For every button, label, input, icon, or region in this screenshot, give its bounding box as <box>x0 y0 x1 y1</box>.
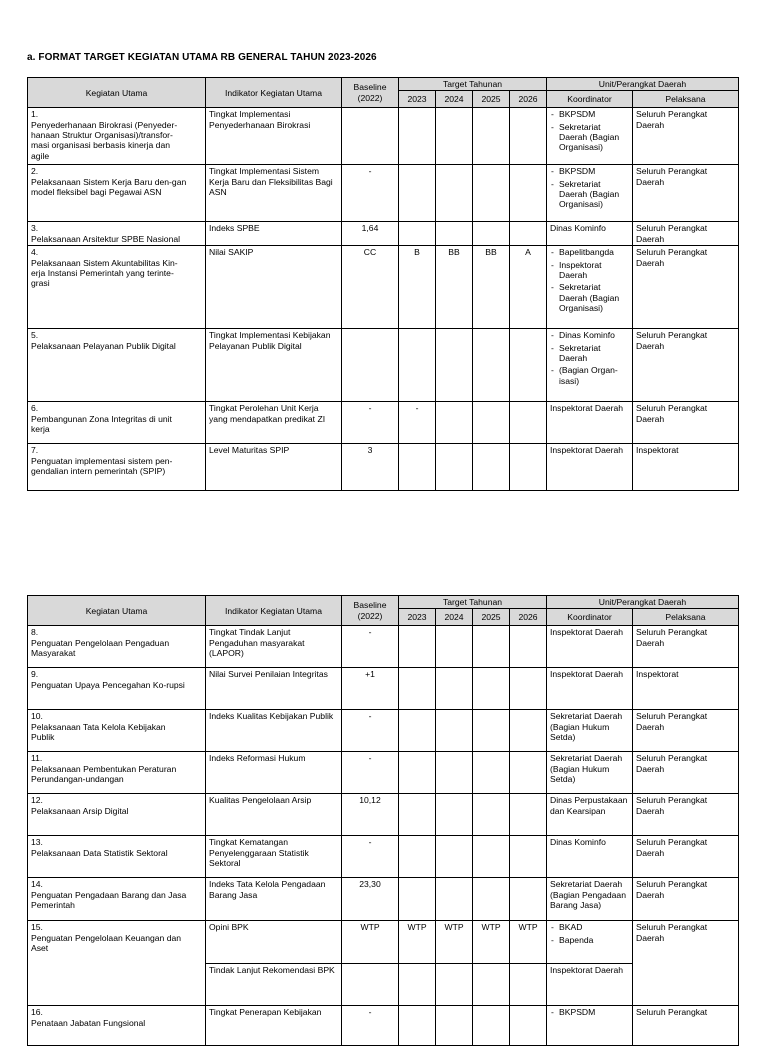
baseline-cell: 23,30 <box>342 878 399 921</box>
target-cell <box>436 329 473 402</box>
header-target: Target Tahunan <box>399 596 547 609</box>
row-number: 3. <box>31 223 39 234</box>
koordinator-cell <box>547 246 633 329</box>
target-cell: BB <box>473 246 510 329</box>
koordinator-item: - Bapenda <box>550 935 629 945</box>
target-cell: - <box>399 402 436 444</box>
baseline-cell: - <box>342 710 399 752</box>
row-number: 10. <box>31 711 43 722</box>
baseline-cell: WTP <box>342 921 399 964</box>
koordinator-list <box>550 330 629 386</box>
koordinator-item: - Sekretariat Daerah (Bagian Organisasi) <box>550 122 629 153</box>
row-number: 15. <box>31 922 43 933</box>
target-cell <box>510 752 547 794</box>
pelaksana-cell: Seluruh Perangkat Daerah <box>633 222 739 246</box>
target-cell <box>473 329 510 402</box>
indikator-cell: Tingkat Tindak Lanjut Pengaduhan masyarakat (LAPOR) <box>206 626 342 668</box>
indikator-cell: Indeks Kualitas Kebijakan Publik <box>206 710 342 752</box>
koordinator-list <box>550 247 629 313</box>
header-year: 2023 <box>399 91 436 108</box>
pelaksana-cell: Inspektorat <box>633 444 739 491</box>
indikator-cell: Indeks Reformasi Hukum <box>206 752 342 794</box>
koordinator-list <box>550 109 629 152</box>
baseline-cell: 10,12 <box>342 794 399 836</box>
target-cell <box>399 794 436 836</box>
kegiatan-cell <box>28 222 206 246</box>
table-row <box>28 1006 739 1046</box>
koordinator-cell <box>547 108 633 165</box>
target-cell <box>436 1006 473 1046</box>
kegiatan-text: Pelaksanaan Pelayanan Publik Digital <box>31 340 176 351</box>
indikator-cell: Kualitas Pengelolaan Arsip <box>206 794 342 836</box>
target-cell <box>473 794 510 836</box>
header-year: 2023 <box>399 609 436 626</box>
pelaksana-cell: Seluruh Perangkat Daerah <box>633 165 739 222</box>
target-table-2 <box>27 595 739 1046</box>
kegiatan-text: Penguatan Pengelolaan Keuangan dan Aset <box>31 932 182 953</box>
table-row <box>28 836 739 878</box>
koordinator-cell: Inspektorat Daerah <box>547 964 633 1006</box>
kegiatan-cell <box>28 1006 206 1046</box>
koordinator-item: - Sekretariat Daerah (Bagian Organisasi) <box>550 282 629 313</box>
baseline-cell: 3 <box>342 444 399 491</box>
target-cell <box>510 402 547 444</box>
target-cell <box>399 329 436 402</box>
kegiatan-text: Penguatan Pengadaan Barang dan Jasa Pemerintah <box>31 889 187 910</box>
pelaksana-cell: Seluruh Perangkat Daerah <box>633 752 739 794</box>
row-number: 2. <box>31 166 39 177</box>
target-cell <box>436 794 473 836</box>
koordinator-item: - BKPSDM <box>550 166 629 176</box>
kegiatan-cell <box>28 752 206 794</box>
koordinator-item: - Dinas Kominfo <box>550 330 629 340</box>
target-cell <box>510 668 547 710</box>
header-unit: Unit/Perangkat Daerah <box>547 596 739 609</box>
kegiatan-cell <box>28 710 206 752</box>
table-row <box>28 165 739 222</box>
koordinator-list <box>550 922 629 945</box>
koordinator-cell: Inspektorat Daerah <box>547 668 633 710</box>
header-year: 2025 <box>473 609 510 626</box>
header-target: Target Tahunan <box>399 78 547 91</box>
baseline-cell: - <box>342 752 399 794</box>
koordinator-item: - BKPSDM <box>550 1007 629 1017</box>
table-row <box>28 402 739 444</box>
row-number: 12. <box>31 795 43 806</box>
target-cell <box>436 752 473 794</box>
koordinator-cell <box>547 921 633 964</box>
indikator-cell: Tingkat Implementasi Sistem Kerja Baru dan Fleksibilitas Bagi ASN <box>206 165 342 222</box>
target-cell <box>473 626 510 668</box>
target-cell: WTP <box>436 921 473 964</box>
target-cell <box>473 444 510 491</box>
koordinator-cell: Dinas Perpustakaan dan Kearsipan <box>547 794 633 836</box>
target-cell <box>399 668 436 710</box>
indikator-cell: Tingkat Perolehan Unit Kerja yang mendapatkan predikat ZI <box>206 402 342 444</box>
target-cell <box>510 329 547 402</box>
table-1-body <box>28 108 739 491</box>
target-cell <box>510 1006 547 1046</box>
table-2-body <box>28 626 739 1046</box>
kegiatan-cell <box>28 668 206 710</box>
target-cell <box>399 752 436 794</box>
table-row <box>28 668 739 710</box>
empty-cell <box>399 964 436 1006</box>
row-number: 1. <box>31 109 39 120</box>
empty-cell <box>436 964 473 1006</box>
kegiatan-cell <box>28 329 206 402</box>
target-cell <box>510 222 547 246</box>
koordinator-cell: Inspektorat Daerah <box>547 626 633 668</box>
header-year: 2026 <box>510 91 547 108</box>
header-pelaksana: Pelaksana <box>633 91 739 108</box>
target-cell <box>399 1006 436 1046</box>
row-number: 16. <box>31 1007 43 1018</box>
row-number: 7. <box>31 445 39 456</box>
row-number: 14. <box>31 879 43 890</box>
indikator-cell: Indeks Tata Kelola Pengadaan Barang Jasa <box>206 878 342 921</box>
koordinator-item: - BKPSDM <box>550 109 629 119</box>
kegiatan-cell <box>28 444 206 491</box>
indikator-cell: Opini BPK <box>206 921 342 964</box>
target-cell <box>436 222 473 246</box>
koordinator-item: - (Bagian Organ-isasi) <box>550 365 629 386</box>
koordinator-cell <box>547 165 633 222</box>
row-number: 5. <box>31 330 39 341</box>
koordinator-list <box>550 166 629 209</box>
target-cell: WTP <box>399 921 436 964</box>
kegiatan-text: Pelaksanaan Data Statistik Sektoral <box>31 847 168 858</box>
table-row <box>28 444 739 491</box>
target-cell <box>473 108 510 165</box>
koordinator-item: - Bapelitbangda <box>550 247 629 257</box>
header-year: 2024 <box>436 91 473 108</box>
target-cell <box>436 444 473 491</box>
target-cell <box>399 108 436 165</box>
target-cell <box>436 108 473 165</box>
target-cell <box>473 1006 510 1046</box>
pelaksana-cell: Seluruh Perangkat Daerah <box>633 108 739 165</box>
row-number: 11. <box>31 753 43 764</box>
table-row <box>28 626 739 668</box>
header-baseline: Baseline (2022) <box>342 78 399 108</box>
pelaksana-cell: Inspektorat <box>633 668 739 710</box>
target-cell: WTP <box>510 921 547 964</box>
kegiatan-cell <box>28 626 206 668</box>
koordinator-cell: Sekretariat Daerah (Bagian Pengadaan Barang Jasa) <box>547 878 633 921</box>
table-row <box>28 752 739 794</box>
indikator-cell: Level Maturitas SPIP <box>206 444 342 491</box>
target-cell <box>510 878 547 921</box>
target-cell <box>436 668 473 710</box>
kegiatan-cell <box>28 402 206 444</box>
indikator-cell: Tindak Lanjut Rekomendasi BPK <box>206 964 342 1006</box>
target-cell <box>436 402 473 444</box>
koordinator-cell <box>547 1006 633 1046</box>
pelaksana-cell: Seluruh Perangkat Daerah <box>633 794 739 836</box>
empty-cell <box>473 964 510 1006</box>
koordinator-item: - Sekretariat Daerah <box>550 343 629 364</box>
kegiatan-text: Penguatan Pengelolaan Pengaduan Masyarakat <box>31 637 170 658</box>
kegiatan-text: Pelaksanaan Sistem Akuntabilitas Kin-erja Instansi Pemerintah yang terinte-grasi <box>31 257 178 289</box>
indikator-cell: Tingkat Kematangan Penyelenggaraan Statistik Sektoral <box>206 836 342 878</box>
kegiatan-cell <box>28 108 206 165</box>
target-cell: BB <box>436 246 473 329</box>
target-cell <box>510 710 547 752</box>
pelaksana-cell: Seluruh Perangkat Daerah <box>633 836 739 878</box>
koordinator-item: - Sekretariat Daerah (Bagian Organisasi) <box>550 179 629 210</box>
target-cell: B <box>399 246 436 329</box>
target-cell <box>473 165 510 222</box>
target-cell <box>436 165 473 222</box>
koordinator-cell: Inspektorat Daerah <box>547 402 633 444</box>
row-number: 13. <box>31 837 43 848</box>
header-year: 2026 <box>510 609 547 626</box>
header-indikator: Indikator Kegiatan Utama <box>206 596 342 626</box>
target-cell <box>510 444 547 491</box>
target-cell <box>399 626 436 668</box>
kegiatan-text: Pelaksanaan Arsitektur SPBE Nasional <box>31 233 181 244</box>
kegiatan-cell <box>28 878 206 921</box>
kegiatan-cell <box>28 165 206 222</box>
kegiatan-cell <box>28 836 206 878</box>
table-row <box>28 329 739 402</box>
header-kegiatan: Kegiatan Utama <box>28 78 206 108</box>
row-number: 6. <box>31 403 39 414</box>
target-cell <box>473 402 510 444</box>
koordinator-cell: Dinas Kominfo <box>547 222 633 246</box>
table-row <box>28 878 739 921</box>
target-cell <box>436 878 473 921</box>
table-row <box>28 794 739 836</box>
koordinator-item: - BKAD <box>550 922 629 932</box>
header-kegiatan: Kegiatan Utama <box>28 596 206 626</box>
indikator-cell: Tingkat Implementasi Kebijakan Pelayanan Publik Digital <box>206 329 342 402</box>
baseline-cell: - <box>342 402 399 444</box>
empty-cell <box>342 964 399 1006</box>
baseline-cell <box>342 329 399 402</box>
table-row <box>28 921 739 964</box>
pelaksana-cell: Seluruh Perangkat Daerah <box>633 246 739 329</box>
kegiatan-text: Pelaksanaan Sistem Kerja Baru den-gan model fleksibel bagi Pegawai ASN <box>31 176 187 197</box>
indikator-cell: Nilai Survei Penilaian Integritas <box>206 668 342 710</box>
target-cell <box>473 668 510 710</box>
header-pelaksana: Pelaksana <box>633 609 739 626</box>
target-cell <box>510 794 547 836</box>
koordinator-item: - Inspektorat Daerah <box>550 260 629 281</box>
header-year: 2025 <box>473 91 510 108</box>
header-indikator: Indikator Kegiatan Utama <box>206 78 342 108</box>
indikator-cell: Indeks SPBE <box>206 222 342 246</box>
koordinator-cell: Sekretariat Daerah (Bagian Hukum Setda) <box>547 710 633 752</box>
row-number: 8. <box>31 627 39 638</box>
target-cell <box>399 878 436 921</box>
header-year: 2024 <box>436 609 473 626</box>
kegiatan-text: Pelaksanaan Pembentukan Peraturan Perundangan-undangan <box>31 763 177 784</box>
target-cell <box>510 626 547 668</box>
kegiatan-text: Penguatan implementasi sistem pen-gendalian intern pemerintah (SPIP) <box>31 455 173 476</box>
table-row <box>28 222 739 246</box>
target-table-1 <box>27 77 739 491</box>
koordinator-cell <box>547 329 633 402</box>
target-cell <box>399 165 436 222</box>
pelaksana-cell: Seluruh Perangkat Daerah <box>633 329 739 402</box>
header-koordinator: Koordinator <box>547 91 633 108</box>
target-cell <box>510 108 547 165</box>
target-cell <box>473 222 510 246</box>
indikator-cell: Tingkat Implementasi Penyederhanaan Birokrasi <box>206 108 342 165</box>
table-row <box>28 108 739 165</box>
baseline-cell: CC <box>342 246 399 329</box>
koordinator-cell: Sekretariat Daerah (Bagian Hukum Setda) <box>547 752 633 794</box>
target-cell: WTP <box>473 921 510 964</box>
header-koordinator: Koordinator <box>547 609 633 626</box>
target-cell <box>399 222 436 246</box>
baseline-cell: - <box>342 836 399 878</box>
kegiatan-text: Penataan Jabatan Fungsional <box>31 1017 146 1028</box>
pelaksana-cell: Seluruh Perangkat <box>633 1006 739 1046</box>
baseline-cell: - <box>342 165 399 222</box>
target-cell <box>473 710 510 752</box>
section-title: a. FORMAT TARGET KEGIATAN UTAMA RB GENERAL TAHUN 2023-2026 <box>27 52 377 63</box>
target-cell: A <box>510 246 547 329</box>
baseline-cell: +1 <box>342 668 399 710</box>
indikator-cell: Nilai SAKIP <box>206 246 342 329</box>
kegiatan-text: Penyederhanaan Birokrasi (Penyeder-hanaan Struktur Organisasi)/transfor-masi organisasi berbasis kinerja dan agile <box>31 119 178 161</box>
pelaksana-cell: Seluruh Perangkat Daerah <box>633 402 739 444</box>
kegiatan-cell <box>28 794 206 836</box>
target-cell <box>473 878 510 921</box>
target-cell <box>399 710 436 752</box>
pelaksana-cell: Seluruh Perangkat Daerah <box>633 710 739 752</box>
target-cell <box>510 836 547 878</box>
kegiatan-text: Pembangunan Zona Integritas di unit kerja <box>31 413 172 434</box>
target-cell <box>436 626 473 668</box>
pelaksana-cell: Seluruh Perangkat Daerah <box>633 626 739 668</box>
pelaksana-cell: Seluruh Perangkat Daerah <box>633 878 739 921</box>
header-unit: Unit/Perangkat Daerah <box>547 78 739 91</box>
table-row <box>28 246 739 329</box>
baseline-cell: - <box>342 1006 399 1046</box>
target-cell <box>436 836 473 878</box>
koordinator-cell: Dinas Kominfo <box>547 836 633 878</box>
baseline-cell: - <box>342 626 399 668</box>
kegiatan-cell <box>28 246 206 329</box>
koordinator-cell: Inspektorat Daerah <box>547 444 633 491</box>
target-cell <box>436 710 473 752</box>
row-number: 9. <box>31 669 39 680</box>
baseline-cell <box>342 108 399 165</box>
baseline-cell: 1,64 <box>342 222 399 246</box>
target-cell <box>473 752 510 794</box>
target-cell <box>399 444 436 491</box>
row-number: 4. <box>31 247 39 258</box>
table-row <box>28 710 739 752</box>
target-cell <box>399 836 436 878</box>
indikator-cell: Tingkat Penerapan Kebijakan <box>206 1006 342 1046</box>
kegiatan-cell <box>28 921 206 1006</box>
koordinator-list <box>550 1007 629 1017</box>
empty-cell <box>510 964 547 1006</box>
target-cell <box>510 165 547 222</box>
header-baseline: Baseline (2022) <box>342 596 399 626</box>
pelaksana-cell: Seluruh Perangkat Daerah <box>633 921 739 1006</box>
kegiatan-text: Pelaksanaan Tata Kelola Kebijakan Publik <box>31 721 166 742</box>
kegiatan-text: Pelaksanaan Arsip Digital <box>31 805 129 816</box>
kegiatan-text: Penguatan Upaya Pencegahan Ko-rupsi <box>31 679 185 690</box>
target-cell <box>473 836 510 878</box>
